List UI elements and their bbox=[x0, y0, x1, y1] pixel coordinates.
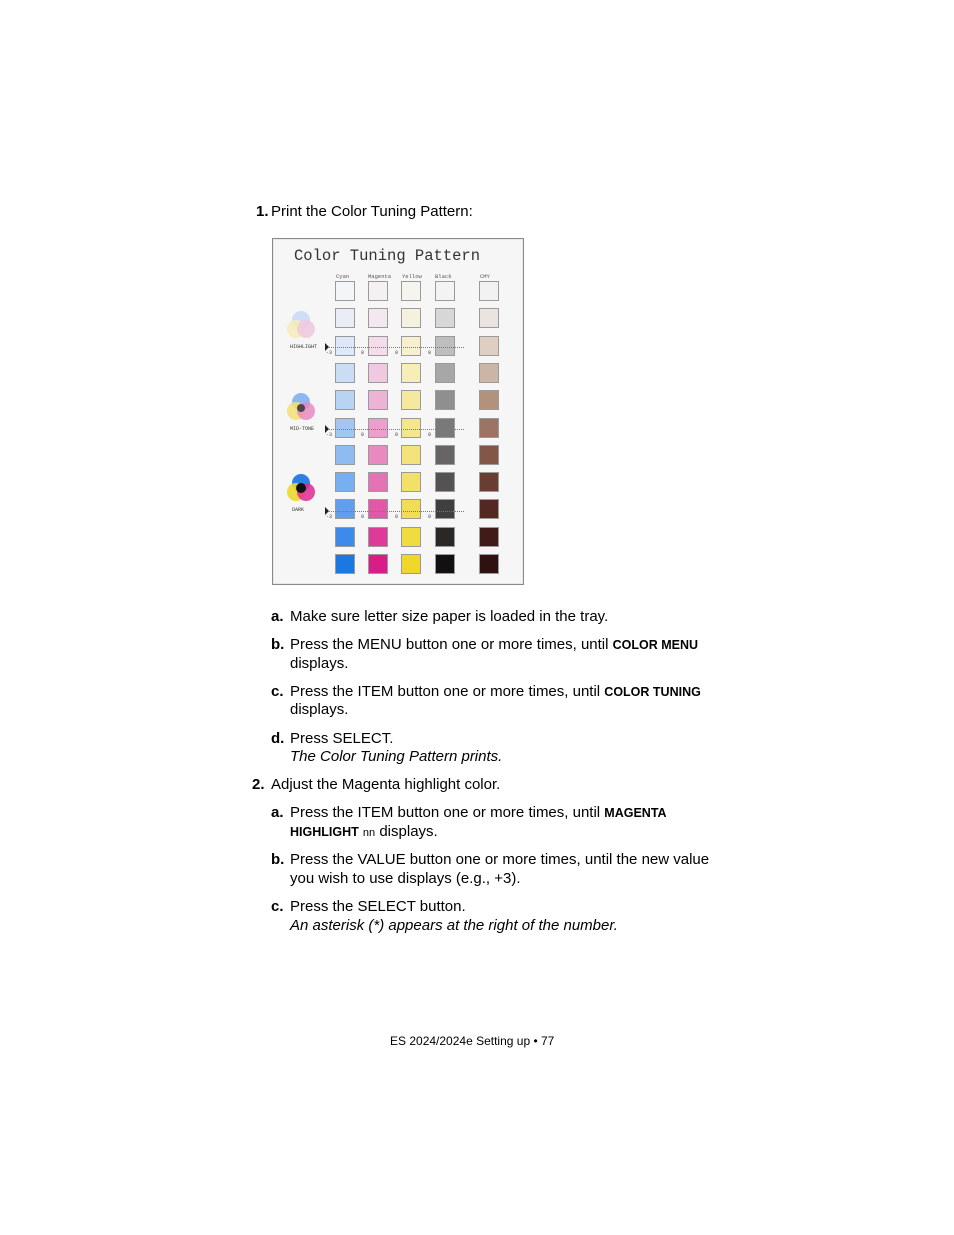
step-1d-text: Press SELECT. bbox=[290, 730, 394, 747]
step-1c-line1 bbox=[290, 682, 701, 702]
step-2c-text: Press the SELECT button. bbox=[290, 898, 466, 915]
swatch-black-11 bbox=[435, 554, 455, 574]
column-header-yellow: Yellow bbox=[402, 273, 422, 280]
swatch-magenta-9 bbox=[368, 499, 388, 519]
step-1c-letter: c. bbox=[271, 683, 284, 700]
swatch-cmy-2 bbox=[479, 308, 499, 328]
swatch-cmy-7 bbox=[479, 445, 499, 465]
level-dotted-line-2 bbox=[329, 429, 464, 430]
level-tick-label-3-3: 0 bbox=[395, 514, 399, 520]
step-1-number: 1. bbox=[256, 203, 269, 220]
swatch-cmy-4 bbox=[479, 363, 499, 383]
swatch-magenta-2 bbox=[368, 308, 388, 328]
swatch-yellow-9 bbox=[401, 499, 421, 519]
swatch-yellow-1 bbox=[401, 281, 421, 301]
swatch-yellow-8 bbox=[401, 472, 421, 492]
swatch-black-9 bbox=[435, 499, 455, 519]
swatch-cyan-7 bbox=[335, 445, 355, 465]
swatch-magenta-1 bbox=[368, 281, 388, 301]
swatch-yellow-5 bbox=[401, 390, 421, 410]
step-2a-keyword-1: MAGENTA bbox=[604, 806, 667, 820]
step-1c-keyword: COLOR TUNING bbox=[604, 685, 701, 699]
step-2-number: 2. bbox=[252, 776, 265, 793]
level-tick-label-2-3: 0 bbox=[395, 432, 399, 438]
swatch-yellow-3 bbox=[401, 336, 421, 356]
level-tick-label-1-2: 0 bbox=[361, 350, 365, 356]
step-2a-text-end: displays. bbox=[375, 823, 438, 840]
swatch-magenta-4 bbox=[368, 363, 388, 383]
step-2b-line1: Press the VALUE button one or more times, until the new value bbox=[290, 851, 710, 868]
venn-dark-icon bbox=[285, 472, 317, 504]
swatch-cyan-10 bbox=[335, 527, 355, 547]
swatch-black-5 bbox=[435, 390, 455, 410]
step-1d-letter: d. bbox=[271, 730, 285, 747]
step-2c-letter: c. bbox=[271, 898, 284, 915]
swatch-magenta-8 bbox=[368, 472, 388, 492]
swatch-magenta-7 bbox=[368, 445, 388, 465]
swatch-cmy-1 bbox=[479, 281, 499, 301]
swatch-yellow-11 bbox=[401, 554, 421, 574]
swatch-cyan-9 bbox=[335, 499, 355, 519]
swatch-magenta-5 bbox=[368, 390, 388, 410]
swatch-cmy-6 bbox=[479, 418, 499, 438]
swatch-cyan-1 bbox=[335, 281, 355, 301]
swatch-yellow-2 bbox=[401, 308, 421, 328]
swatch-black-3 bbox=[435, 336, 455, 356]
step-2a-keyword-2: HIGHLIGHT bbox=[290, 825, 359, 839]
level-tick-label-2-1: -3 bbox=[326, 432, 333, 438]
level-label-midtone: MID-TONE bbox=[290, 426, 315, 432]
step-2b-line2: you wish to use displays (e.g., +3). bbox=[290, 870, 521, 887]
swatch-black-10 bbox=[435, 527, 455, 547]
step-2a-letter: a. bbox=[271, 804, 284, 821]
swatch-yellow-6 bbox=[401, 418, 421, 438]
step-1b-letter: b. bbox=[271, 636, 285, 653]
swatch-cmy-5 bbox=[479, 390, 499, 410]
level-dotted-line-1 bbox=[329, 347, 464, 348]
level-tick-label-1-4: 0 bbox=[428, 350, 432, 356]
step-1c-line2: displays. bbox=[290, 701, 349, 718]
level-tick-label-3-1: -3 bbox=[326, 514, 333, 520]
level-tick-label-1-1: -3 bbox=[326, 350, 333, 356]
step-1b-line1 bbox=[290, 635, 698, 655]
step-2c-note: An asterisk (*) appears at the right of the number. bbox=[290, 917, 618, 934]
swatch-cmy-10 bbox=[479, 527, 499, 547]
level-tick-label-1-3: 0 bbox=[395, 350, 399, 356]
swatch-black-2 bbox=[435, 308, 455, 328]
swatch-yellow-10 bbox=[401, 527, 421, 547]
swatch-black-4 bbox=[435, 363, 455, 383]
swatch-black-8 bbox=[435, 472, 455, 492]
swatch-cyan-8 bbox=[335, 472, 355, 492]
column-header-magenta: Magenta bbox=[368, 273, 392, 280]
step-1b-keyword: COLOR MENU bbox=[612, 638, 699, 652]
swatch-magenta-6 bbox=[368, 418, 388, 438]
column-header-cmy: CMY bbox=[480, 273, 490, 280]
level-label-highlight: HIGHLIGHT bbox=[290, 344, 318, 350]
level-label-dark: DARK bbox=[292, 507, 305, 513]
step-2a-line2 bbox=[290, 822, 438, 843]
step-1c-text: Press the ITEM button one or more times, until bbox=[290, 683, 605, 700]
swatch-cmy-11 bbox=[479, 554, 499, 574]
swatch-cmy-9 bbox=[479, 499, 499, 519]
step-2b-letter: b. bbox=[271, 851, 285, 868]
level-tick-label-2-2: 0 bbox=[361, 432, 365, 438]
page-footer: ES 2024/2024e Setting up • 77 bbox=[390, 1034, 555, 1048]
step-1a-text: Make sure letter size paper is loaded in the tray. bbox=[290, 608, 609, 625]
swatch-black-6 bbox=[435, 418, 455, 438]
swatch-cyan-2 bbox=[335, 308, 355, 328]
column-header-cyan: Cyan bbox=[336, 273, 350, 280]
swatch-cyan-6 bbox=[335, 418, 355, 438]
swatch-magenta-3 bbox=[368, 336, 388, 356]
step-2-text: Adjust the Magenta highlight color. bbox=[271, 776, 501, 793]
swatch-yellow-4 bbox=[401, 363, 421, 383]
column-header-black: Black bbox=[435, 273, 452, 280]
swatch-magenta-10 bbox=[368, 527, 388, 547]
swatch-magenta-11 bbox=[368, 554, 388, 574]
step-1d-note: The Color Tuning Pattern prints. bbox=[290, 748, 503, 765]
swatch-yellow-7 bbox=[401, 445, 421, 465]
venn-highlight-icon bbox=[285, 309, 317, 341]
step-1-text: Print the Color Tuning Pattern: bbox=[271, 203, 473, 220]
step-2a-nn: nn bbox=[362, 827, 376, 839]
color-tuning-pattern-figure bbox=[272, 238, 524, 585]
swatch-cyan-3 bbox=[335, 336, 355, 356]
level-tick-label-3-2: 0 bbox=[361, 514, 365, 520]
swatch-cmy-8 bbox=[479, 472, 499, 492]
figure-title: Color Tuning Pattern bbox=[294, 247, 481, 265]
step-1b-text: Press the MENU button one or more times, until bbox=[290, 636, 613, 653]
venn-midtone-icon bbox=[285, 391, 317, 423]
level-tick-label-3-4: 0 bbox=[428, 514, 432, 520]
level-tick-label-2-4: 0 bbox=[428, 432, 432, 438]
swatch-black-7 bbox=[435, 445, 455, 465]
swatch-cmy-3 bbox=[479, 336, 499, 356]
step-2a-line1 bbox=[290, 803, 667, 823]
level-dotted-line-3 bbox=[329, 511, 464, 512]
swatch-cyan-11 bbox=[335, 554, 355, 574]
swatch-cyan-5 bbox=[335, 390, 355, 410]
step-1a-letter: a. bbox=[271, 608, 284, 625]
swatch-black-1 bbox=[435, 281, 455, 301]
swatch-cyan-4 bbox=[335, 363, 355, 383]
step-1b-line2: displays. bbox=[290, 655, 349, 672]
step-2a-text: Press the ITEM button one or more times, until bbox=[290, 804, 605, 821]
